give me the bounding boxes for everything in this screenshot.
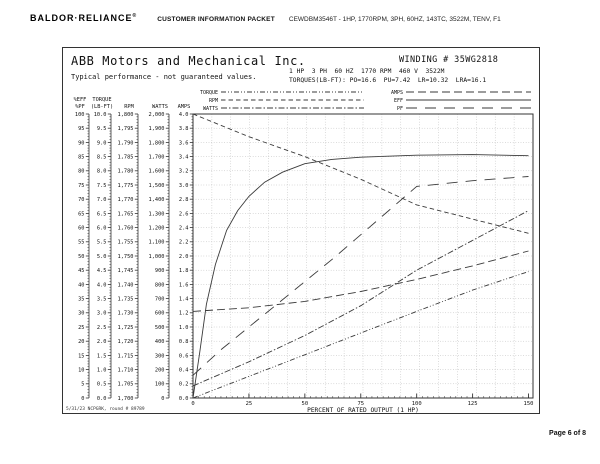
axis-tick-label: 85 xyxy=(78,154,85,161)
axis-tick-label: 1,100 xyxy=(148,239,165,246)
axis-tick-label: 0.5 xyxy=(96,381,107,388)
axis-header-label: (LB-FT) xyxy=(90,104,114,110)
axis-tick-label: 1,790 xyxy=(117,140,134,147)
axis-tick-label: 2.2 xyxy=(178,239,189,246)
axis-tick-label: 1,735 xyxy=(117,296,134,303)
axis-tick-label: 1,705 xyxy=(117,381,134,388)
axis-tick-label: 5.5 xyxy=(96,239,107,246)
x-tick-label: 25 xyxy=(245,401,253,407)
axis-header-label: WATTS xyxy=(152,104,168,110)
axis-tick-label: 90 xyxy=(78,140,85,147)
axis-tick-label: 1,500 xyxy=(148,182,165,189)
x-tick-label: 50 xyxy=(301,401,309,407)
series-amps-line xyxy=(193,251,529,311)
series-torque-line xyxy=(193,272,529,398)
axis-header-label: RPM xyxy=(124,104,134,110)
axis-tick-label: 15 xyxy=(78,353,85,360)
axis-tick-label: 2.5 xyxy=(96,324,107,331)
axis-tick-label: 5.0 xyxy=(96,253,107,260)
legend xyxy=(200,90,531,112)
page-header xyxy=(30,13,501,23)
axis-tick-label: 100 xyxy=(154,381,165,388)
x-tick-label: 100 xyxy=(411,401,422,407)
axis-tick-label: 8.0 xyxy=(96,168,107,175)
axis-tick-label: 55 xyxy=(78,239,85,246)
axis-tick-label: 1.5 xyxy=(96,353,107,360)
axis-tick-label: 1,720 xyxy=(117,339,134,346)
axis-tick-label: 1,740 xyxy=(117,282,134,289)
torques-line: TORQUES(LB-FT): PO=16.6 PU=7.42 LR=10.32 LRA=16.1 xyxy=(289,77,487,84)
axis-tick-label: 7.0 xyxy=(96,197,107,204)
axis-tick-label: 1.2 xyxy=(178,310,189,317)
axis-tick-label: 1,800 xyxy=(117,111,134,118)
axis-tick-label: 40 xyxy=(78,282,85,289)
axis-tick-label: 1,000 xyxy=(148,253,165,260)
axis-tick-label: 1,715 xyxy=(117,353,134,360)
axis-tick-label: 8.5 xyxy=(96,154,107,161)
axis-tick-label: 0.2 xyxy=(178,381,189,388)
axis-tick-label: 1,710 xyxy=(117,367,134,374)
axis-tick-label: 50 xyxy=(78,253,85,260)
axis-tick-label: 1.6 xyxy=(178,282,189,289)
x-tick-label: 75 xyxy=(357,401,365,407)
x-axis xyxy=(191,394,533,414)
axis-tick-label: 30 xyxy=(78,310,85,317)
axis-tick-label: 25 xyxy=(78,324,85,331)
axis-header-label: %PF xyxy=(75,104,85,110)
axis-tick-label: 1,300 xyxy=(148,211,165,218)
axis-tick-label: 1,770 xyxy=(117,197,134,204)
series-pf-line xyxy=(193,177,529,376)
axis-column-watts xyxy=(149,104,169,402)
legend-label-rpm: RPM xyxy=(208,97,218,104)
x-tick-label: 150 xyxy=(523,401,534,407)
axis-tick-label: 0.0 xyxy=(178,395,189,402)
axis-tick-label: 1,400 xyxy=(148,197,165,204)
series-rpm-line xyxy=(193,114,529,233)
legend-label-amps: AMPS xyxy=(390,89,403,96)
axis-tick-label: 1,800 xyxy=(148,140,165,147)
axis-tick-label: 60 xyxy=(78,225,85,232)
axis-tick-label: 1,900 xyxy=(148,126,165,133)
winding-number: WINDING # 35WG2818 xyxy=(399,55,499,65)
axis-tick-label: 1.4 xyxy=(178,296,189,303)
test-footnote: 5/31/23 NCPGRK, round # 89789 xyxy=(66,407,145,412)
grid-lines xyxy=(193,114,533,398)
axis-tick-label: 3.4 xyxy=(178,154,189,161)
axis-tick-label: 35 xyxy=(78,296,85,303)
axis-header-label: %EFF xyxy=(73,97,87,103)
x-tick-label: 0 xyxy=(191,401,195,407)
ratings-line: 1 HP 3 PH 60 HZ 1770 RPM 460 V 3522M xyxy=(289,68,445,75)
axis-tick-label: 7.5 xyxy=(96,182,107,189)
axis-tick-label: 9.0 xyxy=(96,140,107,147)
catalog-spec-text: CEWDBM3546T - 1HP, 1770RPM, 3PH, 60HZ, 143TC, 3522M, TENV, F1 xyxy=(288,16,501,23)
axis-tick-label: 45 xyxy=(78,268,85,275)
axis-tick-label: 1,730 xyxy=(117,310,134,317)
axis-tick-label: 1,795 xyxy=(117,126,134,133)
axis-tick-label: 1,700 xyxy=(117,395,134,402)
axis-tick-label: 3.2 xyxy=(178,168,189,175)
axis-tick-label: 6.0 xyxy=(96,225,107,232)
performance-curve-panel xyxy=(62,47,540,414)
axis-tick-label: 9.5 xyxy=(96,126,107,133)
axis-tick-label: 3.5 xyxy=(96,296,107,303)
axis-tick-label: 10 xyxy=(78,367,85,374)
axis-tick-label: 70 xyxy=(78,197,85,204)
axis-tick-label: 300 xyxy=(154,353,165,360)
axis-tick-label: 1.8 xyxy=(178,268,189,275)
axis-tick-label: 1,200 xyxy=(148,225,165,232)
axis-tick-label: 1,700 xyxy=(148,154,165,161)
packet-title: CUSTOMER INFORMATION PACKET xyxy=(157,16,275,23)
axis-tick-label: 20 xyxy=(78,339,85,346)
axis-tick-label: 100 xyxy=(74,111,85,118)
axis-tick-label: 1.0 xyxy=(178,324,189,331)
axis-header-label: TORQUE xyxy=(92,97,112,103)
axis-column-amps xyxy=(178,104,193,402)
axis-tick-label: 6.5 xyxy=(96,211,107,218)
axis-tick-label: 3.8 xyxy=(178,126,189,133)
axis-tick-label: 95 xyxy=(78,126,85,133)
axis-tick-label: 1,765 xyxy=(117,211,134,218)
axis-column-eff xyxy=(74,97,89,402)
legend-label-torque: TORQUE xyxy=(199,89,218,96)
registered-mark: ® xyxy=(132,13,138,19)
axis-header-label: AMPS xyxy=(177,104,191,110)
legend-label-watts: WATTS xyxy=(202,105,218,112)
axis-tick-label: 0 xyxy=(161,395,165,402)
axis-tick-label: 75 xyxy=(78,182,85,189)
axis-tick-label: 80 xyxy=(78,168,85,175)
axis-tick-label: 1,745 xyxy=(117,268,134,275)
axis-tick-label: 10.0 xyxy=(93,111,107,118)
axis-column-torque xyxy=(91,97,113,402)
axis-tick-label: 900 xyxy=(154,268,165,275)
axis-tick-label: 2.8 xyxy=(178,197,189,204)
axis-tick-label: 0.4 xyxy=(178,367,189,374)
legend-label-pf: PF xyxy=(396,105,403,112)
axis-tick-label: 2.6 xyxy=(178,211,189,218)
x-tick-label: 125 xyxy=(467,401,478,407)
axis-tick-label: 600 xyxy=(154,310,165,317)
axis-tick-label: 5 xyxy=(81,381,85,388)
axis-tick-label: 1,725 xyxy=(117,324,134,331)
x-axis-title: PERCENT OF RATED OUTPUT (1 HP) xyxy=(307,407,419,413)
axis-tick-label: 1.0 xyxy=(96,367,107,374)
axis-tick-label: 2.0 xyxy=(96,339,107,346)
axis-tick-label: 0.6 xyxy=(178,353,189,360)
series-eff-line xyxy=(193,155,529,398)
axis-tick-label: 65 xyxy=(78,211,85,218)
axis-tick-label: 500 xyxy=(154,324,165,331)
axis-tick-label: 1,775 xyxy=(117,182,134,189)
axis-tick-label: 1,785 xyxy=(117,154,134,161)
baldor-reliance-logo: BALDOR·RELIANCE® xyxy=(30,13,138,23)
axis-tick-label: 3.0 xyxy=(178,182,189,189)
axis-tick-label: 200 xyxy=(154,367,165,374)
page-number: Page 6 of 8 xyxy=(549,430,586,437)
performance-chart xyxy=(63,48,539,413)
axis-tick-label: 400 xyxy=(154,339,165,346)
axis-column-rpm xyxy=(118,104,138,402)
axis-tick-label: 0.8 xyxy=(178,339,189,346)
disclaimer-text: Typical performance - not guaranteed values. xyxy=(71,73,257,81)
axis-tick-label: 2.4 xyxy=(178,225,189,232)
company-name: ABB Motors and Mechanical Inc. xyxy=(71,54,306,68)
axis-tick-label: 700 xyxy=(154,296,165,303)
axis-tick-label: 4.0 xyxy=(96,282,107,289)
axis-tick-label: 3.0 xyxy=(96,310,107,317)
axis-tick-label: 1,600 xyxy=(148,168,165,175)
legend-label-eff: EFF xyxy=(393,97,403,104)
axis-tick-label: 0 xyxy=(81,395,85,402)
axis-tick-label: 3.6 xyxy=(178,140,189,147)
axis-tick-label: 1,760 xyxy=(117,225,134,232)
axis-tick-label: 2,000 xyxy=(148,111,165,118)
axis-tick-label: 800 xyxy=(154,282,165,289)
axis-tick-label: 1,755 xyxy=(117,239,134,246)
axis-tick-label: 0.0 xyxy=(96,395,107,402)
axis-tick-label: 4.5 xyxy=(96,268,107,275)
series-watts-line xyxy=(193,211,529,386)
axis-tick-label: 1,780 xyxy=(117,168,134,175)
axis-tick-label: 2.0 xyxy=(178,253,189,260)
axis-tick-label: 1,750 xyxy=(117,253,134,260)
axis-tick-label: 4.0 xyxy=(178,111,189,118)
